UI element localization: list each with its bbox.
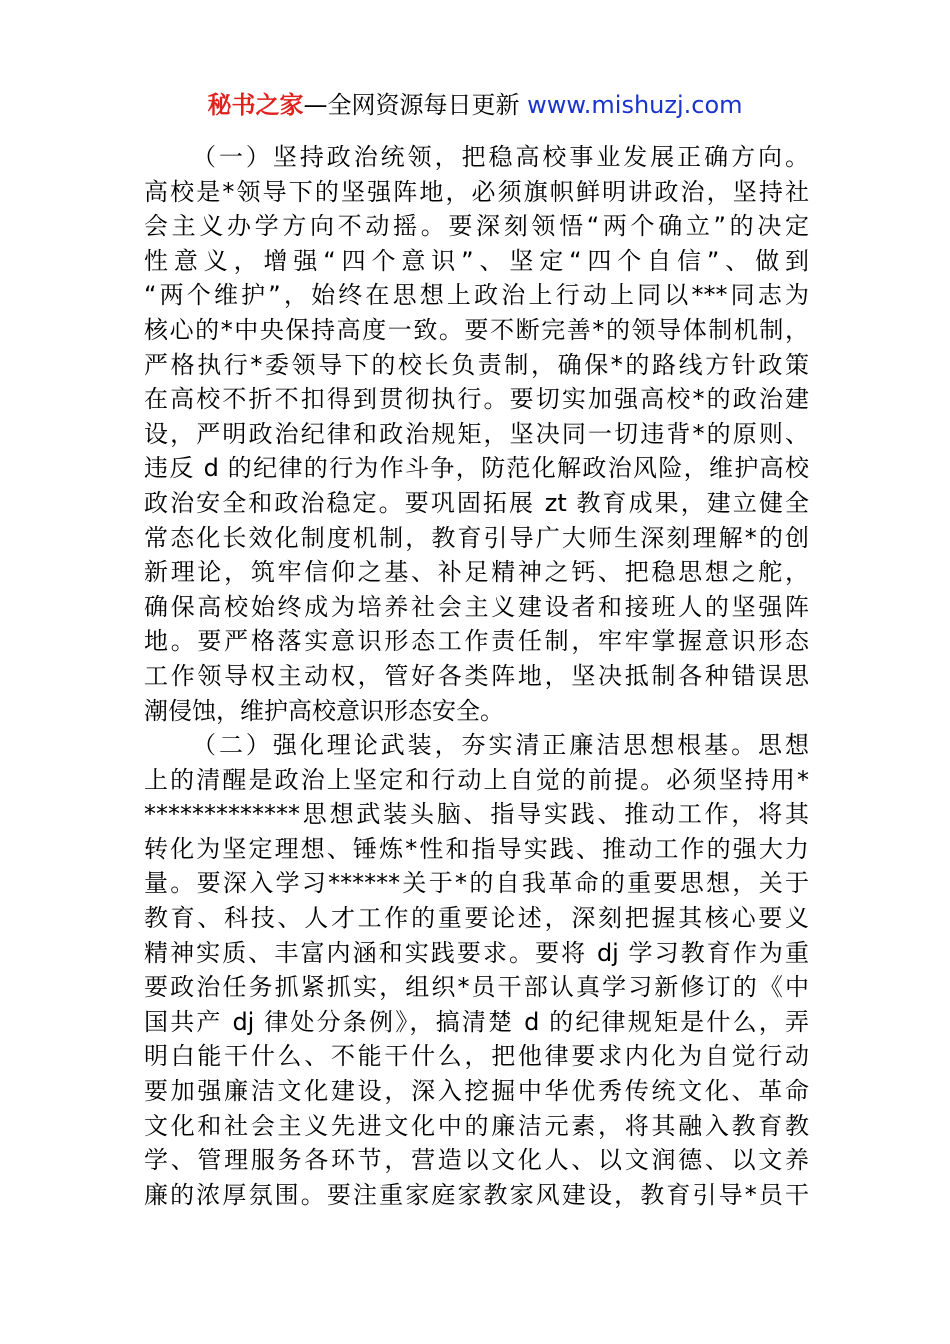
text-line: *************思想武装头脑、指导实践、推动工作，将其	[144, 800, 809, 829]
site-brand: 秘书之家	[207, 91, 304, 119]
site-url-link[interactable]: www.mishuzj.com	[527, 91, 743, 119]
text-line: 明白能干什么、不能干什么，把他律要求内化为自觉行动	[144, 1042, 809, 1071]
text-line: 要政治任务抓紧抓实，组织*员干部认真学习新修订的《中	[144, 973, 809, 1002]
text-line: 违反 d 的纪律的行为作斗争，防范化解政治风险，维护高校	[144, 454, 809, 483]
text-line: 要加强廉洁文化建设，深入挖掘中华优秀传统文化、革命	[144, 1077, 809, 1106]
paragraph-1	[144, 140, 809, 728]
text-line: 严格执行*委领导下的校长负责制，确保*的路线方针政策	[144, 350, 809, 379]
paragraph-2	[144, 728, 809, 1212]
text-line: 常态化长效化制度机制，教育引导广大师生深刻理解*的创	[144, 523, 809, 552]
text-line: 核心的*中央保持高度一致。要不断完善*的领导体制机制，	[144, 315, 809, 344]
text-line: 潮侵蚀，维护高校意识形态安全。	[144, 696, 504, 725]
text-line: 政治安全和政治稳定。要巩固拓展 zt 教育成果，建立健全	[144, 488, 809, 517]
text-line: “两个维护”，始终在思想上政治上行动上同以***同志为	[144, 281, 809, 310]
text-line: 设，严明政治纪律和政治规矩，坚决同一切违背*的原则、	[144, 419, 809, 448]
site-tagline: —全网资源每日更新	[303, 91, 528, 119]
text-line: 文化和社会主义先进文化中的廉洁元素，将其融入教育教	[144, 1111, 809, 1140]
text-line: 精神实质、丰富内涵和实践要求。要将 dj 学习教育作为重	[144, 938, 809, 967]
text-line: （二）强化理论武装，夯实清正廉洁思想根基。思想	[192, 731, 809, 760]
text-line: 上的清醒是政治上坚定和行动上自觉的前提。必须坚持用*	[144, 765, 809, 794]
text-line: 高校是*领导下的坚强阵地，必须旗帜鲜明讲政治，坚持社	[144, 177, 809, 206]
text-line: 会主义办学方向不动摇。要深刻领悟“两个确立”的决定	[144, 212, 809, 241]
text-line: 工作领导权主动权，管好各类阵地，坚决抵制各种错误思	[144, 661, 809, 690]
text-line: 教育、科技、人才工作的重要论述，深刻把握其核心要义	[144, 904, 809, 933]
text-line: 地。要严格落实意识形态工作责任制，牢牢掌握意识形态	[144, 627, 809, 656]
document-body	[144, 140, 809, 1212]
text-line: 转化为坚定理想、锤炼*性和指导实践、推动工作的强大力	[144, 834, 809, 863]
page-header	[0, 88, 950, 122]
text-line: 新理论，筑牢信仰之基、补足精神之钙、把稳思想之舵，	[144, 558, 809, 587]
text-line: 学、管理服务各环节，营造以文化人、以文润德、以文养	[144, 1146, 809, 1175]
text-line: 在高校不折不扣得到贯彻执行。要切实加强高校*的政治建	[144, 385, 809, 414]
text-line: 廉的浓厚氛围。要注重家庭家教家风建设，教育引导*员干	[144, 1180, 809, 1209]
text-line: 确保高校始终成为培养社会主义建设者和接班人的坚强阵	[144, 592, 809, 621]
text-line: 国共产 dj 律处分条例》，搞清楚 d 的纪律规矩是什么，弄	[144, 1007, 809, 1036]
text-line: 量。要深入学习******关于*的自我革命的重要思想，关于	[144, 869, 809, 898]
text-line: （一）坚持政治统领，把稳高校事业发展正确方向。	[192, 143, 809, 171]
text-line: 性意义，增强“四个意识”、坚定“四个自信”、做到	[144, 246, 809, 275]
